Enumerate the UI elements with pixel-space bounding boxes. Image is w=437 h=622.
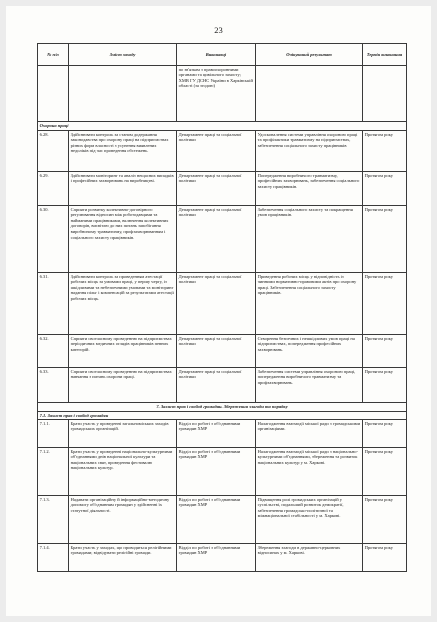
row-term: Протягом року [363,131,407,172]
row-executors: Відділ по роботі з об'єднаннями громадян ХМР [177,544,256,572]
row-content: Сприяти своєчасному проведенню на підприємствах навчання з питань охорони праці. [69,368,177,403]
row-term: Протягом року [363,420,407,448]
row-executors: Департамент праці та соціальної політики [177,368,256,403]
subsection-row [38,412,407,420]
table-row [38,420,407,448]
row-num: 6.32. [38,335,69,368]
table-row [38,172,407,206]
row-term: Протягом року [363,496,407,544]
table-row [38,131,407,172]
table-row [38,335,407,368]
row-executors: Департамент праці та соціальної політики [177,206,256,273]
row-result: Попередження виробничого травматизму, професійних захворювань, забезпечення соціального захисту працівників. [256,172,363,206]
row-executors: Департамент праці та соціальної політики [177,273,256,335]
row-num: 7.1.4. [38,544,69,572]
row-result: Створення безпечних і нешкідливих умов праці на підприємствах, попередження професійних захворювань. [256,335,363,368]
row-num: 6.33. [38,368,69,403]
row-term: Протягом року [363,172,407,206]
row-executors: Департамент праці та соціальної політики [177,335,256,368]
row-content: Брати участь у заходах, що проводяться релігійними громадами; відвідувати релігійні громади. [69,544,177,572]
table-row [38,496,407,544]
row-result: Удосконалення системи управління охороною праці та профілактики травматизму на підприємствах, забезпечення соціального захисту працівників [256,131,363,172]
section-title: 7. Захист прав і свобод громадян. Збереження злагоди та порядку [38,403,407,412]
section-title: Охорона праці [38,122,407,131]
row-term: Протягом року [363,273,407,335]
row-executors: Департамент праці та соціальної політики [177,172,256,206]
table-row [38,206,407,273]
header-content: Зміст заходу [69,44,177,66]
row-num: 6.29. [38,172,69,206]
section-row [38,403,407,412]
row-result: Налагодження взаємодії міської ради з національно-культурними об'єднаннями, збереження та розвиток національних культур у м. Харкові. [256,448,363,496]
row-result: Збереження злагоди в державно-церковних відносинах у м. Харкові. [256,544,363,572]
row-num: 7.1.1. [38,420,69,448]
row-executors: Відділ по роботі з об'єднаннями громадян ХМР [177,448,256,496]
row-executors: Департамент праці та соціальної політики [177,131,256,172]
row-executors: Відділ по роботі з об'єднаннями громадян ХМР [177,496,256,544]
header-term: Термін виконання [363,44,407,66]
row-content: Брати участь у проведенні національно-культурними об'єднаннями днів національної культури та національних свят, проведення фестивалю національних культур. [69,448,177,496]
row-num: 7.1.2. [38,448,69,496]
row-executors: по зв'язкам з правоохоронними органами та цивільного захисту; ХМВ ГУ ДСНС України в Харківській області (за згодою) [177,66,256,122]
row-term: Протягом року [363,335,407,368]
row-executors: Відділ по роботі з об'єднаннями громадян ХМР [177,420,256,448]
table-row [38,544,407,572]
row-result: Забезпечення соціального захисту та покращення умов працівників. [256,206,363,273]
table-row [38,368,407,403]
row-num: 7.1.3. [38,496,69,544]
header-num: № п/п [38,44,69,66]
row-content: Сприяти розвитку колективно-договірного регулювання відносин між роботодавцями та найманими працівниками, включення колективних договорів, висвітлю до них питань запобігання виробничому травматизму, профзахворюванням і соціального захисту працівників. [69,206,177,273]
table-row [38,66,407,122]
subsection-title: 7.1. Захист прав і свобод громадян [38,412,407,420]
row-num: 6.28. [38,131,69,172]
row-content: Здійснювати контроль за станом додержання законодавства про охорону праці на підприємствах різних форм власності з усунення виявлених недоліків під час проведення обстежень. [69,131,177,172]
document-page [6,6,431,616]
table-header-row [38,44,407,66]
plan-table [37,43,407,572]
row-num: 6.30. [38,206,69,273]
row-content: Брати участь у проведенні загальноміських заходів громадських організацій. [69,420,177,448]
row-result: Підвищення ролі громадських організацій у суспільстві, подальший розвиток демократії, забезпечення громадсько-політичної та міжнаціональної стабільності у м. Харкові. [256,496,363,544]
table-row [38,448,407,496]
row-content: Здійснювати моніторинг та аналіз нещасних випадків і професійних захворювань на виробництві. [69,172,177,206]
row-content: Здійснювати контроль за проведенням атестації робочих місць за умовами праці, у першу чергу, із шкідливими та небезпечними умовами та моніторинг надання пільг і компенсацій за результатами атестації робочих місць. [69,273,177,335]
row-result: Налагодження взаємодії міської ради з громадськими організаціями. [256,420,363,448]
row-content: Сприяти своєчасному проведенню на підприємствах періодичних медичних оглядів працівників певних категорій. [69,335,177,368]
row-num: 6.31. [38,273,69,335]
header-result: Очікуваний результат [256,44,363,66]
row-term: Протягом року [363,206,407,273]
row-term: Протягом року [363,448,407,496]
page-number: 23 [214,25,223,35]
table-row [38,273,407,335]
header-executors: Виконавці [177,44,256,66]
row-term: Протягом року [363,368,407,403]
row-term: Протягом року [363,544,407,572]
row-result: Приведення робочих місць у відповідність із чинними нормативно-правовими актів про охорону праці. Забезпечення соціального захисту працівників. [256,273,363,335]
row-content: Надавати організаційну й інформаційно-методичну допомогу об'єднанням громадян у здійсненні їх статутної діяльності. [69,496,177,544]
row-result: Забезпечення системи управління охороною праці, попередження виробничого травматизму та профзахворювань. [256,368,363,403]
section-row [38,122,407,131]
